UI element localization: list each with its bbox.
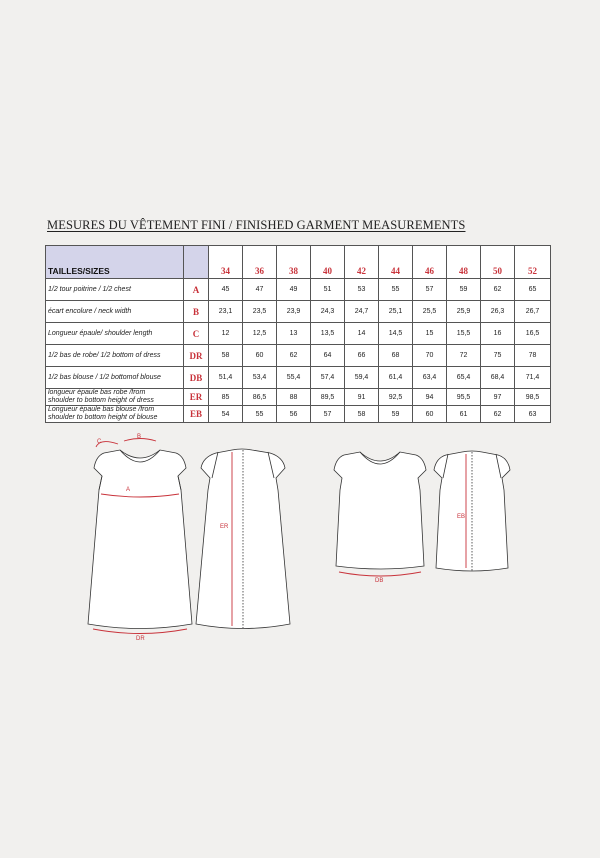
- table-cell: 59: [379, 406, 413, 423]
- label-b: B: [137, 434, 142, 440]
- table-cell: 51,4: [209, 367, 243, 389]
- row-label: écart encolure / neck width: [46, 301, 184, 323]
- table-row: [46, 323, 551, 345]
- page-title: MESURES DU VÊTEMENT FINI / FINISHED GARMENT MEASUREMENTS: [47, 218, 466, 232]
- table-cell: 25,9: [447, 301, 481, 323]
- dress-back-sketch: [196, 449, 290, 629]
- table-cell: 24,7: [345, 301, 379, 323]
- table-cell: 89,5: [311, 389, 345, 406]
- table-cell: 62: [277, 345, 311, 367]
- table-cell: 63,4: [413, 367, 447, 389]
- size-header: 48: [447, 246, 481, 279]
- measure-line-db: [339, 572, 421, 576]
- label-er: ER: [220, 524, 229, 530]
- table-cell: 14,5: [379, 323, 413, 345]
- table-cell: 55: [379, 279, 413, 301]
- table-cell: 78: [515, 345, 551, 367]
- table-cell: 45: [209, 279, 243, 301]
- table-cell: 23,9: [277, 301, 311, 323]
- row-label: 1/2 bas de robe/ 1/2 bottom of dress: [46, 345, 184, 367]
- row-label-line: shoulder to bottom height of dress: [48, 397, 154, 404]
- table-row: [46, 406, 551, 423]
- table-cell: 63: [515, 406, 551, 423]
- table-cell: 55: [243, 406, 277, 423]
- row-letter: DR: [184, 345, 209, 367]
- table-cell: 23,1: [209, 301, 243, 323]
- table-cell: 16: [481, 323, 515, 345]
- table-header-row: [46, 246, 551, 279]
- row-label: [46, 406, 184, 423]
- table-cell: 64: [311, 345, 345, 367]
- table-cell: 55,4: [277, 367, 311, 389]
- table-cell: 57: [311, 406, 345, 423]
- size-header: 44: [379, 246, 413, 279]
- table-cell: 24,3: [311, 301, 345, 323]
- size-header: 50: [481, 246, 515, 279]
- table-cell: 70: [413, 345, 447, 367]
- table-row: [46, 367, 551, 389]
- table-cell: 62: [481, 279, 515, 301]
- size-header: 46: [413, 246, 447, 279]
- label-a: A: [126, 487, 131, 493]
- size-header: 42: [345, 246, 379, 279]
- table-cell: 12,5: [243, 323, 277, 345]
- table-cell: 23,5: [243, 301, 277, 323]
- label-db: DB: [375, 578, 384, 584]
- table-cell: 12: [209, 323, 243, 345]
- size-header: 34: [209, 246, 243, 279]
- table-cell: 59,4: [345, 367, 379, 389]
- sizes-header-label: TAILLES/SIZES: [46, 246, 184, 279]
- dress-front-sketch: [88, 450, 192, 629]
- table-cell: 98,5: [515, 389, 551, 406]
- row-letter: C: [184, 323, 209, 345]
- table-cell: 56: [277, 406, 311, 423]
- table-cell: 60: [413, 406, 447, 423]
- label-dr: DR: [136, 636, 145, 640]
- table-cell: 54: [209, 406, 243, 423]
- table-cell: 53: [345, 279, 379, 301]
- header-blank-cell: [184, 246, 209, 279]
- table-row: [46, 301, 551, 323]
- table-row: [46, 345, 551, 367]
- table-cell: 71,4: [515, 367, 551, 389]
- table-cell: 91: [345, 389, 379, 406]
- table-cell: 51: [311, 279, 345, 301]
- table-cell: 72: [447, 345, 481, 367]
- table-cell: 65: [515, 279, 551, 301]
- size-header: 36: [243, 246, 277, 279]
- table-cell: 62: [481, 406, 515, 423]
- table-cell: 88: [277, 389, 311, 406]
- row-letter: B: [184, 301, 209, 323]
- table-cell: 26,7: [515, 301, 551, 323]
- row-letter: A: [184, 279, 209, 301]
- row-label-line: Longueur épaule bas blouse /from: [48, 406, 155, 413]
- size-header: 52: [515, 246, 551, 279]
- table-cell: 13,5: [311, 323, 345, 345]
- size-header: 40: [311, 246, 345, 279]
- table-cell: 58: [345, 406, 379, 423]
- row-letter: ER: [184, 389, 209, 406]
- label-eb: EB: [457, 514, 466, 520]
- table-cell: 57: [413, 279, 447, 301]
- row-label-line: longueur épaule bas robe /from: [48, 389, 146, 396]
- row-label-line: shoulder to bottom height of blouse: [48, 414, 158, 421]
- table-cell: 68,4: [481, 367, 515, 389]
- table-cell: 13: [277, 323, 311, 345]
- row-letter: EB: [184, 406, 209, 423]
- table-row: [46, 389, 551, 406]
- row-label: 1/2 bas blouse / 1/2 bottomof blouse: [46, 367, 184, 389]
- table-cell: 85: [209, 389, 243, 406]
- blouse-back-sketch: [434, 451, 510, 571]
- row-label: [46, 389, 184, 406]
- table-cell: 16,5: [515, 323, 551, 345]
- table-cell: 95,5: [447, 389, 481, 406]
- table-cell: 15,5: [447, 323, 481, 345]
- table-cell: 57,4: [311, 367, 345, 389]
- table-cell: 49: [277, 279, 311, 301]
- table-cell: 61: [447, 406, 481, 423]
- table-cell: 26,3: [481, 301, 515, 323]
- table-cell: 68: [379, 345, 413, 367]
- measure-line-dr: [93, 629, 187, 634]
- table-cell: 65,4: [447, 367, 481, 389]
- table-row: [46, 279, 551, 301]
- table-cell: 61,4: [379, 367, 413, 389]
- row-label: 1/2 tour poitrine / 1/2 chest: [46, 279, 184, 301]
- table-cell: 94: [413, 389, 447, 406]
- table-cell: 58: [209, 345, 243, 367]
- table-cell: 15: [413, 323, 447, 345]
- size-header: 38: [277, 246, 311, 279]
- row-label: Longueur épaule/ shoulder length: [46, 323, 184, 345]
- table-cell: 75: [481, 345, 515, 367]
- table-cell: 59: [447, 279, 481, 301]
- table-cell: 97: [481, 389, 515, 406]
- table-cell: 25,5: [413, 301, 447, 323]
- table-cell: 92,5: [379, 389, 413, 406]
- garment-sketches: [0, 430, 600, 640]
- row-letter: DB: [184, 367, 209, 389]
- table-cell: 47: [243, 279, 277, 301]
- measurements-table: [45, 245, 551, 423]
- table-cell: 86,5: [243, 389, 277, 406]
- label-c: C: [97, 439, 102, 445]
- table-cell: 25,1: [379, 301, 413, 323]
- table-cell: 66: [345, 345, 379, 367]
- table-cell: 60: [243, 345, 277, 367]
- table-cell: 14: [345, 323, 379, 345]
- table-cell: 53,4: [243, 367, 277, 389]
- blouse-front-sketch: [334, 452, 426, 569]
